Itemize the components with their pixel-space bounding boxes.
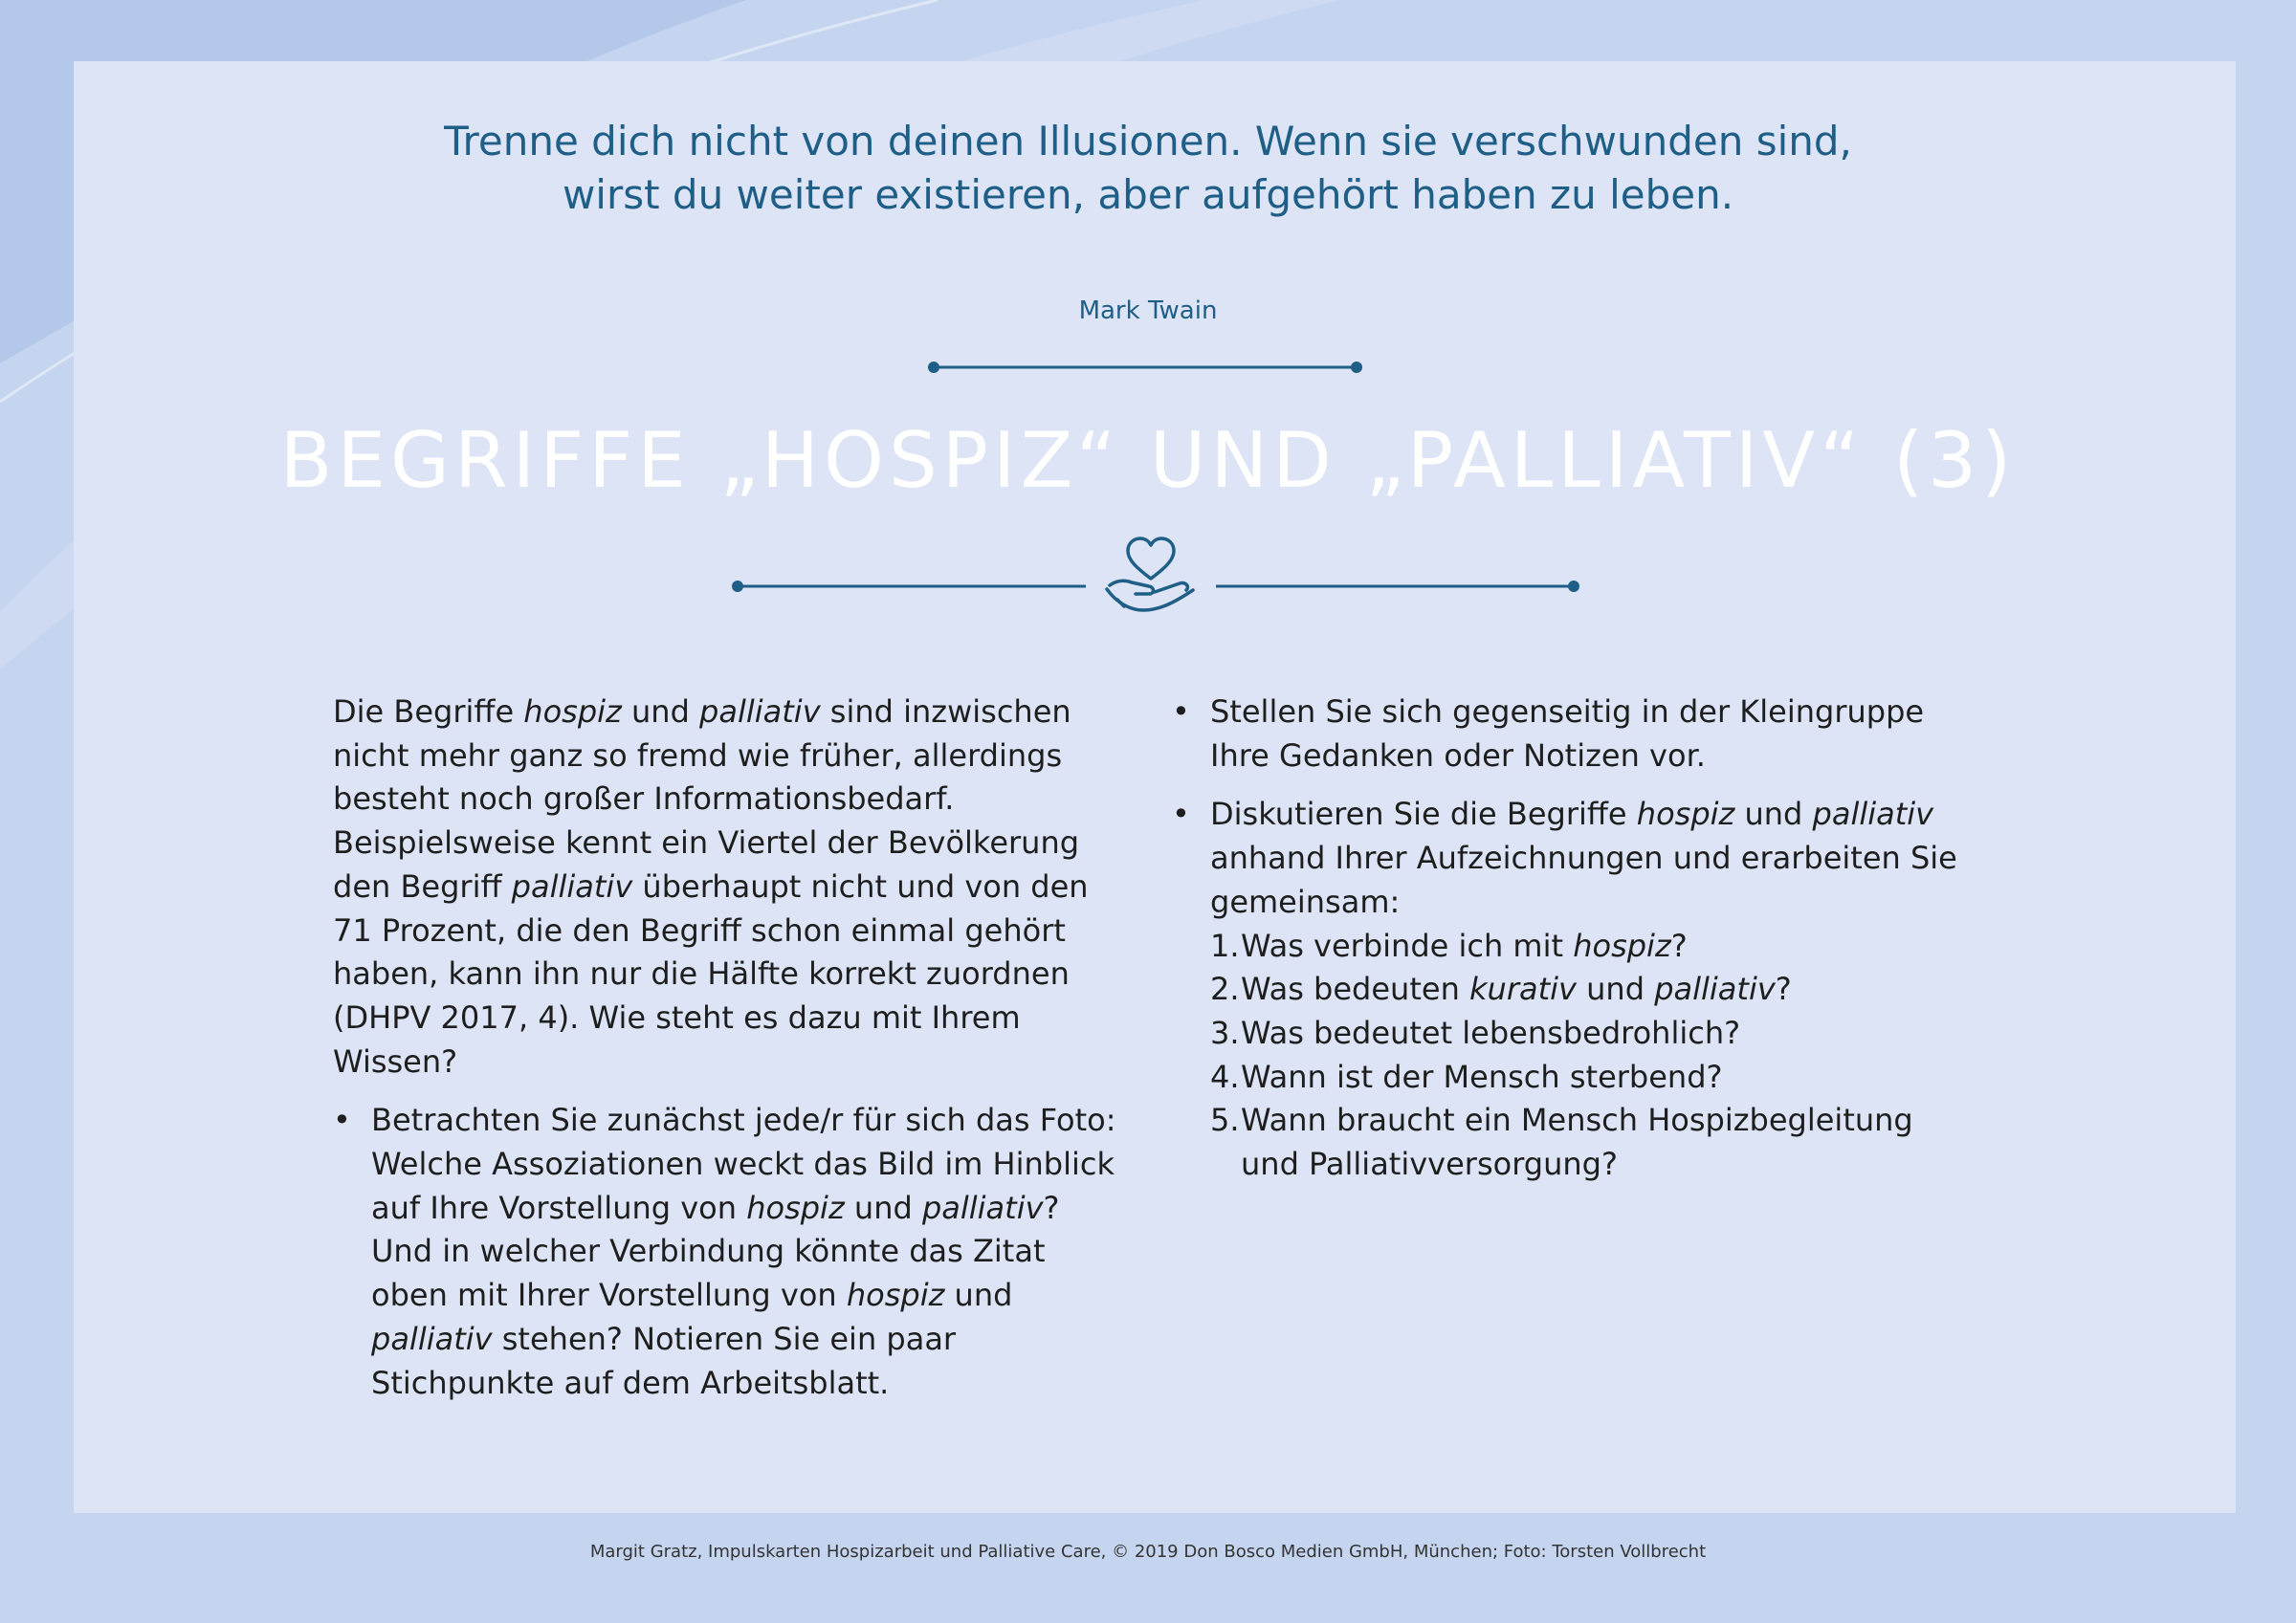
- heart-in-hand-icon: [1107, 538, 1193, 610]
- question-item: 3. Was bedeutet lebensbedrohlich?: [1210, 1014, 1741, 1051]
- quote-line-1: Trenne dich nicht von deinen Illusionen. Wenn sie verschwunden sind,: [444, 118, 1852, 164]
- question-item: 4. Wann ist der Mensch sterbend?: [1210, 1058, 1723, 1095]
- quote-divider: [918, 356, 1378, 379]
- left-column: [333, 691, 1127, 1420]
- list-item: • Betrachten Sie zunächst jede/r für sich das Foto: Welche Assoziationen weckt das Bild im Hinblick auf Ihre Vorstellung von hospiz und palliativ? Und in welcher Verbindung könnte das Zitat oben mit Ihrer Vorstellung von hospiz und palliativ stehen? Notieren Sie ein paar Stichpunkte auf dem Arbeitsblatt.: [333, 1099, 1127, 1405]
- quote-author: Mark Twain: [1078, 296, 1218, 325]
- left-bullet-list: [333, 1099, 1127, 1405]
- question-item: 1. Was verbinde ich mit hospiz?: [1210, 927, 1688, 964]
- list-item: • Diskutieren Sie die Begriffe hospiz und palliativ anhand Ihrer Aufzeichnungen und erarbeiten Sie gemeinsam: 1. Was verbinde ich mit hospiz? 2. Was bedeuten kurativ und palliativ? 3. Was bedeutet lebensbedrohlich? 4. Wann ist der Mensch sterbend? 5. Wann braucht ein Mensch Hospizbegleitung und Palliativversorgung?: [1172, 793, 1966, 1186]
- bullet-icon: •: [1172, 693, 1190, 730]
- question-item: 2. Was bedeuten kurativ und palliativ?: [1210, 971, 1792, 1008]
- bullet-icon: •: [333, 1102, 351, 1139]
- intro-paragraph: Die Begriffe hospiz und palliativ sind inzwischen nicht mehr ganz so fremd wie früher, allerdings besteht noch großer Informationsbedarf. Beispielsweise kennt ein Viertel der Bevölkerung den Begriff palliativ überhaupt nicht und von den 71 Prozent, die den Begriff schon einmal gehört haben, kann ihn nur die Hälfte korrekt zuordnen (DHPV 2017, 4). Wie steht es dazu mit Ihrem Wissen?: [333, 693, 1089, 1080]
- footer-credit: Margit Gratz, Impulskarten Hospizarbeit und Palliative Care, © 2019 Don Bosco Medien GmbH, München; Foto: Torsten Vollbrecht: [589, 1542, 1707, 1562]
- right-bullet-list: [1172, 691, 1966, 1187]
- right-column: [1172, 691, 1966, 1202]
- quote-line-2: wirst du weiter existieren, aber aufgehört haben zu leben.: [562, 171, 1734, 218]
- quote: [0, 115, 2296, 222]
- question-list: [1210, 925, 1966, 1187]
- page-title: BEGRIFFE „HOSPIZ“ UND „PALLIATIV“ (3): [279, 416, 2017, 505]
- bullet-icon: •: [1172, 796, 1190, 833]
- question-item: 5. Wann braucht ein Mensch Hospizbegleitung und Palliativversorgung?: [1210, 1102, 1913, 1183]
- title-divider: [722, 531, 1583, 626]
- list-item: • Stellen Sie sich gegenseitig in der Kleingruppe Ihre Gedanken oder Notizen vor.: [1172, 691, 1966, 778]
